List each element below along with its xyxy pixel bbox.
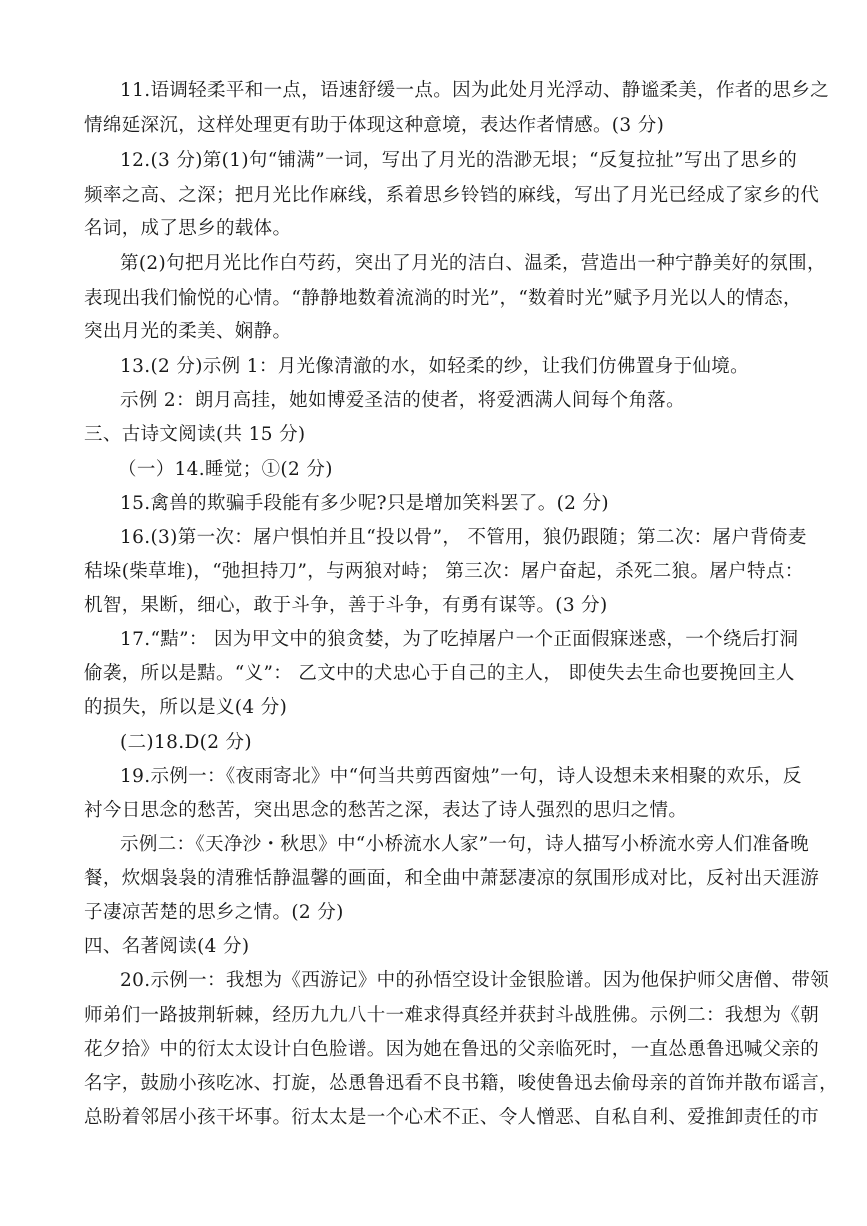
text-line: 的损失，所以是义(4 分) [84,697,288,718]
text-line: 频率之高、之深；把月光比作麻线，系着思乡铃铛的麻线，写出了月光已经成了家乡的代 [84,185,820,206]
text-line: 情绵延深沉，这样处理更有助于体现这种意境，表达作者情感。(3 分) [84,115,665,136]
text-line: 名词，成了思乡的载体。 [84,218,292,239]
text-line: 餐，炊烟袅袅的清雅恬静温馨的画面，和全曲中萧瑟凄凉的氛围形成对比，反衬出天涯游 [84,868,820,889]
text-line: 秸垛(柴草堆)，“弛担持刀”，与两狼对峙； 第三次：屠户奋起，杀死二狼。屠户特点： [84,561,804,582]
text-line: 15.禽兽的欺骗手段能有多少呢?只是增加笑料罢了。(2 分) [120,493,609,514]
text-line: 19.示例一：《夜雨寄北》中“何当共剪西窗烛”一句，诗人设想未来相聚的欢乐，反 [120,766,802,787]
text-line: （一）14.睡觉；①(2 分) [118,459,333,480]
text-line: 第(2)句把月光比作白芍药，突出了月光的洁白、温柔，营造出一种宁静美好的氛围， [120,253,826,274]
text-line: 17.“黠”： 因为甲文中的狼贪婪，为了吃掉屠户一个正面假寐迷惑，一个绕后打洞 [120,629,799,650]
text-line: 表现出我们愉悦的心情。“静静地数着流淌的时光”，“数着时光”赋予月光以人的情态， [84,288,802,309]
text-line: 12.(3 分)第(1)句“铺满”一词，写出了月光的浩渺无垠；“反复拉扯”写出了思乡的 [120,150,798,171]
text-line: 20.示例一：我想为《西游记》中的孙悟空设计金银脸谱。因为他保护师父唐僧、带领 [120,970,830,991]
section-heading: 三、古诗文阅读(共 15 分) [84,424,306,445]
section-heading: 四、名著阅读(4 分) [84,936,250,957]
text-line: 突出月光的柔美、娴静。 [84,321,292,342]
text-line: 示例 2：朗月高挂，她如博爱圣洁的使者，将爱洒满人间每个角落。 [120,390,686,411]
text-line: 名字，鼓励小孩吃冰、打旋，怂恿鲁迅看不良书籍，唆使鲁迅去偷母亲的首饰并散布谣言， [84,1073,839,1094]
text-line: (二)18.D(2 分) [120,732,252,753]
text-line: 偷袭，所以是黠。“义”： 乙文中的犬忠心于自己的主人， 即使失去生命也要挽回主人 [84,663,795,684]
text-line: 总盼着邻居小孩干坏事。衍太太是一个心术不正、令人憎恶、自私自利、爱推卸责任的市 [84,1107,820,1128]
text-line: 16.(3)第一次：屠户惧怕并且“投以骨”， 不管用，狼仍跟随；第二次：屠户背倚麦 [120,527,807,548]
text-line: 花夕拾》中的衍太太设计白色脸谱。因为她在鲁迅的父亲临死时，一直怂恿鲁迅喊父亲的 [84,1039,820,1060]
text-line: 11.语调轻柔平和一点，语速舒缓一点。因为此处月光浮动、静谧柔美，作者的思乡之 [120,80,830,101]
text-line: 师弟们一路披荆斩棘，经历九九八十一难求得真经并获封斗战胜佛。示例二：我想为《朝 [84,1005,820,1026]
text-line: 子凄凉苦楚的思乡之情。(2 分) [84,902,344,923]
text-line: 13.(2 分)示例 1：月光像清澈的水，如轻柔的纱，让我们仿佛置身于仙境。 [120,356,749,377]
text-line: 示例二：《天净沙・秋思》中“小桥流水人家”一句，诗人描写小桥流水旁人们准备晚 [120,834,809,855]
text-line: 机智，果断，细心，敢于斗争，善于斗争，有勇有谋等。(3 分) [84,595,608,616]
text-line: 衬今日思念的愁苦，突出思念的愁苦之深，表达了诗人强烈的思归之情。 [84,800,688,821]
